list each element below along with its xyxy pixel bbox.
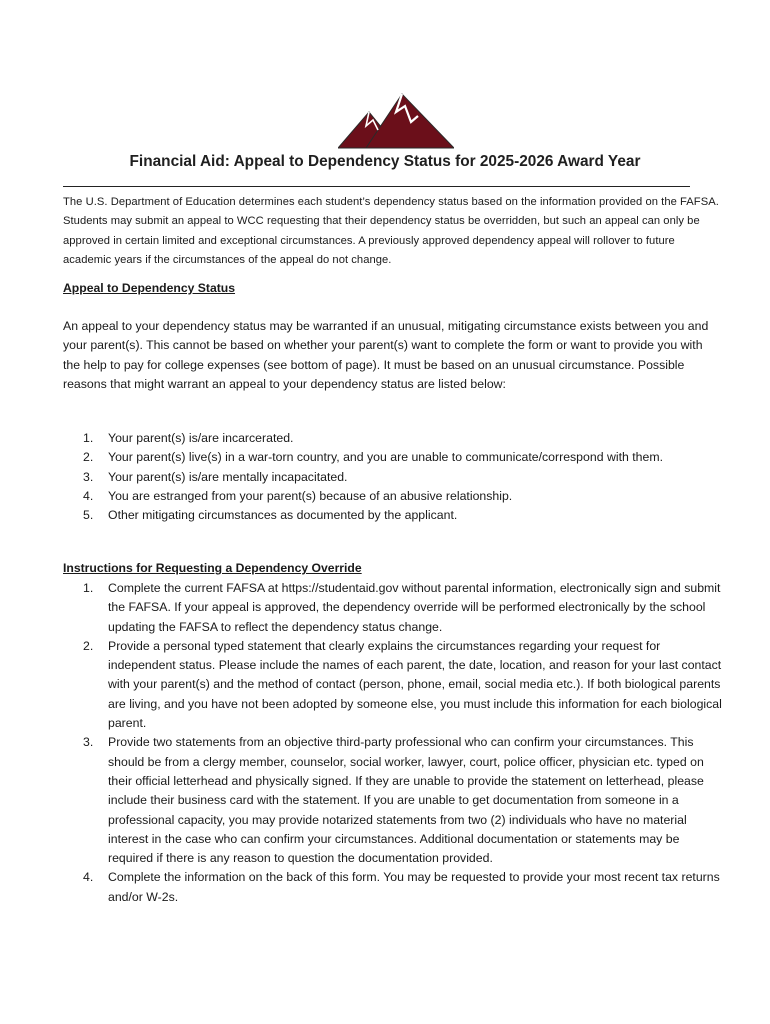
list-item [63, 506, 713, 525]
mountain-logo [338, 92, 454, 150]
appeal-paragraph: An appeal to your dependency status may be warranted if an unusual, mitigating circumstance exists between you and your parent(s). This cannot be based on whether your parent(s) want to complete the form or want to provide you with the help to pay for college expenses (see bottom of page). It must be based on an unusual circumstance. Possible reasons that might warrant an appeal to your dependency status are listed below: [63, 319, 709, 391]
list-item [63, 468, 713, 487]
instructions-list [63, 579, 723, 907]
list-number: 5. [83, 508, 94, 523]
list-number: 2. [83, 638, 94, 653]
section-heading-appeal: Appeal to Dependency Status [63, 281, 236, 295]
list-number: 1. [83, 581, 94, 595]
list-item [63, 579, 723, 637]
list-item-text: Other mitigating circumstances as documented by the applicant. [108, 508, 458, 523]
list-number: 2. [83, 450, 94, 465]
list-item-text: Complete the information on the back of this form. You may be requested to provide your most recent tax returns and/or W-2s. [108, 870, 720, 904]
list-number: 3. [83, 735, 94, 750]
list-item [63, 637, 723, 733]
list-item-text: Your parent(s) live(s) in a war-torn country, and you are unable to communicate/correspond with them. [108, 450, 663, 465]
list-item [63, 448, 713, 467]
list-item-text: Provide two statements from an objective third-party professional who can confirm your circumstances. This should be from a clergy member, counselor, social worker, lawyer, court, police officer, physician etc. typed on their official letterhead and physically signed. If they are unable to provide the statement on letterhead, please include their business card with the statement. If you are unable to get documentation from someone in a professional capacity, you may provide notarized statements from two (2) individuals who have no material interest in the case who can confirm your circumstances. Additional documentation or statements may be required if there is any reason to question the documentation provided. [108, 735, 704, 866]
list-item-text: Your parent(s) is/are mentally incapacitated. [108, 469, 348, 484]
intro-paragraph: The U.S. Department of Education determines each student’s dependency status based on the information provided on the FAFSA. Students may submit an appeal to WCC requesting that their dependency status be overridden, but such an appeal can only be approved in certain limited and exceptional circumstances. A previously approved dependency appeal will rollover to future academic years if the circumstances of the appeal do not change. [63, 196, 719, 266]
list-item-text: You are estranged from your parent(s) because of an abusive relationship. [108, 488, 513, 503]
list-number: 4. [83, 870, 94, 885]
section-heading-instructions: Instructions for Requesting a Dependency Override [63, 561, 362, 575]
list-number: 4. [83, 488, 94, 503]
list-number: 1. [83, 431, 94, 445]
list-number: 3. [83, 469, 94, 484]
title-divider [63, 186, 690, 187]
list-item [63, 487, 713, 506]
list-item [63, 733, 723, 868]
list-item [63, 429, 713, 448]
list-item-text: Your parent(s) is/are incarcerated. [108, 431, 294, 445]
reasons-list [63, 429, 713, 525]
page-title: Financial Aid: Appeal to Dependency Status for 2025-2026 Award Year [129, 153, 641, 170]
list-item-text: Provide a personal typed statement that clearly explains the circumstances regarding your request for independent status. Please include the names of each parent, the date, location, and reason for your last contact with your parent(s) and the method of contact (person, phone, email, social media etc.). If both biological parents are living, and you have not been adopted by someone else, you must include this information for each biological parent. [108, 638, 722, 731]
list-item-text: Complete the current FAFSA at https://studentaid.gov without parental information, electronically sign and submit the FAFSA. If your appeal is approved, the dependency override will be performed electronically by the school updating the FAFSA to reflect the dependency status change. [108, 581, 721, 634]
list-item [63, 868, 723, 907]
